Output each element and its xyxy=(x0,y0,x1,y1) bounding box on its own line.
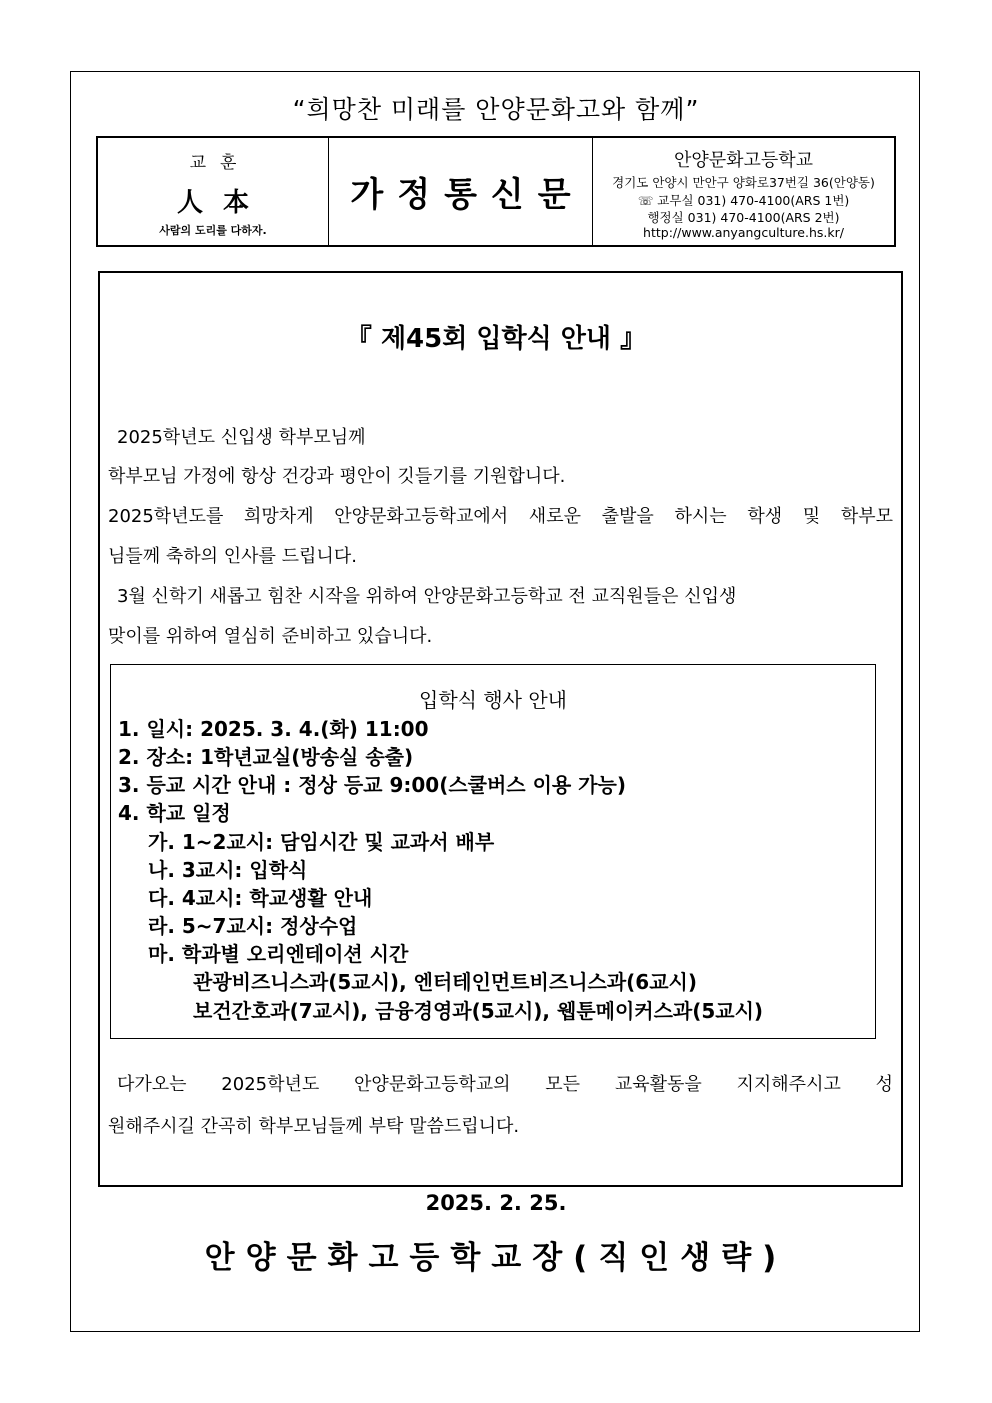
body-line-5: 맞이를 위하여 열심히 준비하고 있습니다. xyxy=(108,626,433,647)
department-times-2: 보건간호과(7교시), 금융경영과(5교시), 웹툰메이커스과(5교시) xyxy=(193,999,764,1023)
school-address: 경기도 안양시 만안구 양화로37번길 36(안양동) xyxy=(612,175,875,190)
schedule-sub-d: 라. 5~7교시: 정상수업 xyxy=(148,914,358,938)
body-line-3: 님들께 축하의 인사를 드립니다. xyxy=(108,546,357,567)
issue-date: 2025. 2. 25. xyxy=(425,1191,567,1215)
event-item-place: 2. 장소: 1학년교실(방송실 송출) xyxy=(118,745,414,769)
event-title: 입학식 행사 안내 xyxy=(419,688,567,712)
closing-line-1: 다가오는 2025학년도 안양문화고등학교의 모든 교육활동을 지지해주시고 성 xyxy=(117,1074,893,1095)
schedule-sub-e: 마. 학과별 오리엔테이션 시간 xyxy=(148,942,409,966)
motto-cell xyxy=(98,138,329,245)
event-item-arrival: 3. 등교 시간 안내 : 정상 등교 9:00(스쿨버스 이용 가능) xyxy=(118,773,626,797)
header-table xyxy=(96,136,896,247)
school-name: 안양문화고등학교 xyxy=(673,150,814,171)
school-url[interactable]: http://www.anyangculture.hs.kr/ xyxy=(643,225,844,240)
event-item-date: 1. 일시: 2025. 3. 4.(화) 11:00 xyxy=(118,717,429,741)
body-line-4: 3월 신학기 새롭고 힘찬 시작을 위하여 안양문화고등학교 전 교직원들은 신입생 xyxy=(117,586,737,607)
body-line-2: 2025학년도를 희망차게 안양문화고등학교에서 새로운 출발을 하시는 학생 및 학부모 xyxy=(108,506,893,527)
school-info-cell xyxy=(593,138,894,245)
motto-subtitle: 사람의 도리를 다하자. xyxy=(159,224,267,237)
schedule-sub-c: 다. 4교시: 학교생활 안내 xyxy=(148,886,373,910)
title-cell xyxy=(329,138,593,245)
motto-label: 교훈 xyxy=(189,153,251,173)
body-line-1: 학부모님 가정에 항상 건강과 평안이 깃들기를 기원합니다. xyxy=(108,466,566,487)
notice-title: 『 제45회 입학식 안내 』 xyxy=(345,324,647,354)
department-times-1: 관광비즈니스과(5교시), 엔터테인먼트비즈니스과(6교시) xyxy=(193,970,697,994)
motto-hanja: 人本 xyxy=(176,188,269,218)
slogan: “희망찬 미래를 안양문화고와 함께” xyxy=(292,95,700,124)
principal-signature: 안양문화고등학교장(직인생략) xyxy=(204,1240,788,1276)
greeting: 2025학년도 신입생 학부모님께 xyxy=(117,427,366,448)
schedule-sub-a: 가. 1~2교시: 담임시간 및 교과서 배부 xyxy=(148,830,495,854)
phone-admin: 행정실 031) 470-4100(ARS 2번) xyxy=(647,210,840,225)
event-item-schedule: 4. 학교 일정 xyxy=(118,801,231,825)
schedule-sub-b: 나. 3교시: 입학식 xyxy=(148,858,308,882)
phone-academic: ☏ 교무실 031) 470-4100(ARS 1번) xyxy=(637,193,850,208)
closing-line-2: 원해주시길 간곡히 학부모님들께 부탁 말씀드립니다. xyxy=(108,1116,520,1137)
document-title: 가정통신문 xyxy=(350,175,585,215)
